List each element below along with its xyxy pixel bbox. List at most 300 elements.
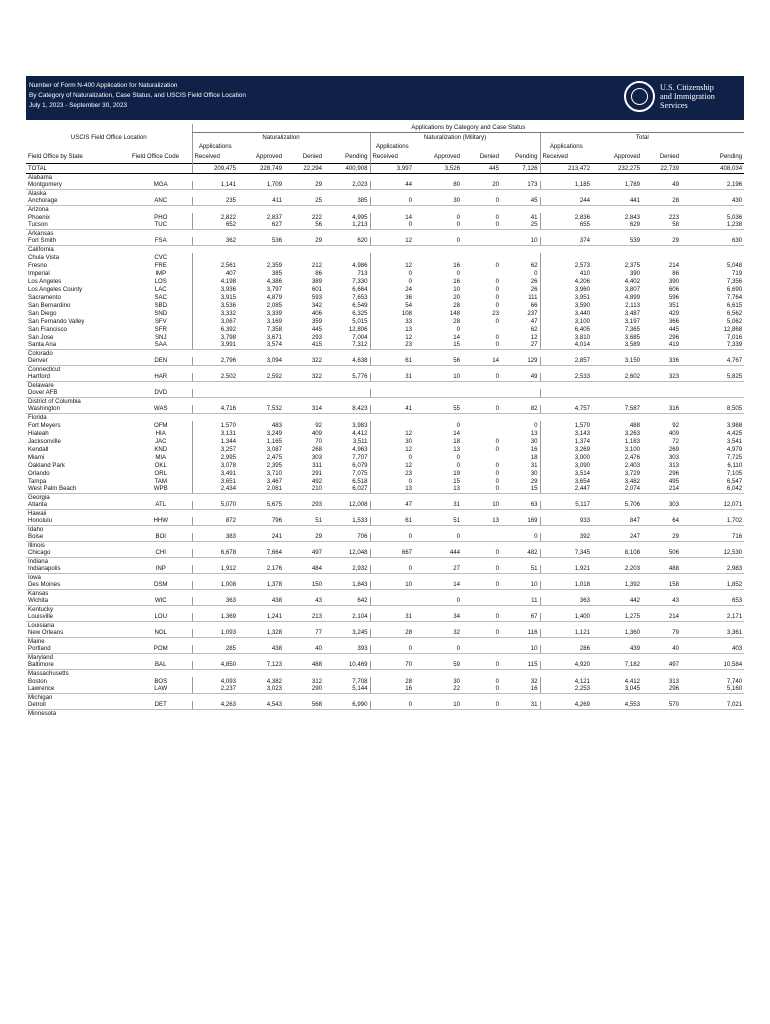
- office-name: San Fernando Valley: [28, 317, 85, 325]
- office-code: SAC: [154, 293, 168, 301]
- data-cell: 444: [414, 549, 462, 557]
- office-code: ORL: [154, 469, 168, 477]
- data-cell: 269: [668, 445, 679, 453]
- office-row: [26, 533, 744, 541]
- data-cell: 291: [311, 469, 322, 477]
- data-cell: 16: [453, 261, 460, 269]
- data-cell: 40: [284, 645, 324, 653]
- data-cell: 7,725: [726, 453, 743, 461]
- data-cell: 14: [462, 357, 501, 365]
- data-cell: [462, 421, 501, 429]
- data-cell: 0: [534, 421, 538, 429]
- n400-data-table: [26, 124, 744, 717]
- data-cell: 7,123: [238, 661, 284, 669]
- state-row: [26, 653, 744, 661]
- state-row: [26, 573, 744, 581]
- office-code: TUC: [130, 221, 192, 229]
- data-cell: 0: [414, 597, 462, 605]
- data-cell: 61: [370, 517, 414, 525]
- data-cell: 214: [642, 485, 681, 493]
- data-cell: 0: [462, 565, 501, 573]
- agency-name: [660, 83, 715, 110]
- data-cell: 2,171: [681, 613, 744, 621]
- data-cell: 3,257: [192, 445, 238, 453]
- office-row: [26, 261, 744, 269]
- agency-line: Services: [660, 101, 688, 110]
- group-header: Applications by Category and Case Status: [192, 124, 744, 132]
- data-cell: 314: [284, 405, 324, 413]
- office-code: CVC: [154, 253, 168, 261]
- data-cell: [462, 325, 501, 333]
- data-cell: 0: [495, 461, 499, 469]
- data-cell: 108: [370, 309, 414, 317]
- data-cell: 0: [370, 197, 414, 205]
- office-name: San Bernardino: [28, 301, 71, 309]
- data-cell: 410: [540, 269, 592, 277]
- column-header: Pending: [515, 153, 538, 161]
- office-name: Dover AFB: [26, 389, 130, 397]
- data-cell: 7,740: [726, 677, 743, 685]
- data-cell: 20: [462, 181, 501, 189]
- data-cell: 492: [311, 477, 322, 485]
- data-cell: 0: [462, 341, 501, 349]
- data-cell: [462, 429, 501, 437]
- total-cell: 3,997: [370, 163, 414, 173]
- data-cell: 4,995: [352, 213, 368, 221]
- data-cell: 536: [238, 237, 284, 245]
- data-cell: 63: [501, 501, 540, 509]
- data-cell: 392: [540, 533, 592, 541]
- data-cell: 0: [456, 453, 460, 461]
- state-name: Georgia: [28, 493, 50, 501]
- office-code: OFM: [153, 421, 168, 429]
- state-row: [26, 229, 744, 237]
- data-cell: 0: [456, 421, 460, 429]
- data-cell: 3,023: [238, 685, 284, 693]
- data-cell: 438: [238, 597, 284, 605]
- data-cell: 0: [370, 453, 414, 461]
- data-cell: 1,369: [192, 613, 238, 621]
- office-name: Baltimore: [26, 661, 130, 669]
- data-cell: 7,532: [238, 405, 284, 413]
- office-name: Portland: [26, 645, 130, 653]
- data-cell: 3,589: [592, 341, 642, 349]
- data-cell: 7,358: [266, 325, 282, 333]
- office-code: LOU: [130, 613, 192, 621]
- office-code: WPB: [130, 485, 192, 493]
- data-cell: 2,857: [540, 357, 592, 365]
- data-cell: 2,843: [624, 213, 640, 221]
- data-cell: [238, 253, 284, 261]
- data-cell: 713: [357, 269, 368, 277]
- data-cell: 0: [414, 237, 462, 245]
- data-cell: [681, 253, 744, 261]
- data-cell: 5,776: [324, 373, 370, 381]
- data-cell: 1,533: [324, 517, 370, 525]
- data-cell: 6,990: [324, 701, 370, 709]
- data-cell: 539: [592, 237, 642, 245]
- office-row: [26, 613, 744, 621]
- data-cell: 34: [414, 613, 462, 621]
- data-cell: 30: [530, 469, 538, 477]
- data-cell: 596: [668, 293, 679, 301]
- data-cell: 2,836: [540, 213, 592, 221]
- data-cell: 383: [192, 533, 238, 541]
- office-row: [26, 581, 744, 589]
- data-cell: 28: [370, 629, 414, 637]
- data-cell: 3,100: [540, 317, 592, 325]
- data-cell: 6,027: [324, 485, 370, 493]
- data-cell: 4,899: [624, 293, 640, 301]
- data-cell: 0: [462, 221, 501, 229]
- state-name: District of Columbia: [28, 397, 81, 405]
- data-cell: 497: [642, 661, 681, 669]
- data-cell: 2,237: [192, 685, 238, 693]
- data-cell: 4,402: [624, 277, 640, 285]
- data-cell: 6,549: [352, 301, 368, 309]
- data-cell: 43: [642, 597, 681, 605]
- data-cell: 411: [238, 197, 284, 205]
- office-name: Oakland Park: [28, 461, 65, 469]
- state-row: [26, 173, 744, 181]
- data-cell: 4,850: [192, 661, 238, 669]
- data-cell: [414, 389, 462, 397]
- data-cell: 0: [370, 269, 414, 277]
- data-cell: 441: [592, 197, 642, 205]
- office-name: Boise: [26, 533, 130, 541]
- state-name: Minnesota: [28, 709, 57, 717]
- data-cell: 593: [311, 293, 322, 301]
- office-name: Fresno: [28, 261, 47, 269]
- data-cell: 385: [271, 269, 282, 277]
- data-cell: 129: [501, 357, 540, 365]
- data-cell: 4,757: [540, 405, 592, 413]
- data-cell: 2,475: [266, 453, 282, 461]
- data-cell: 241: [238, 533, 284, 541]
- data-cell: 0: [495, 677, 499, 685]
- data-cell: 374: [540, 237, 592, 245]
- office-row: [26, 469, 744, 477]
- data-cell: 303: [668, 453, 679, 461]
- data-cell: 5,675: [238, 501, 284, 509]
- data-cell: 4,386: [266, 277, 282, 285]
- data-cell: 311: [312, 461, 322, 469]
- data-cell: 7,664: [238, 549, 284, 557]
- data-cell: 0: [495, 261, 499, 269]
- data-cell: 14: [414, 581, 462, 589]
- data-cell: 2,796: [192, 357, 238, 365]
- data-cell: 0: [370, 701, 414, 709]
- data-cell: 3,960: [540, 285, 592, 293]
- data-cell: 51: [284, 517, 324, 525]
- data-cell: 0: [462, 549, 501, 557]
- data-cell: 2,359: [266, 261, 282, 269]
- data-cell: 1,400: [540, 613, 592, 621]
- data-cell: 3,087: [266, 445, 282, 453]
- data-cell: 58: [642, 221, 681, 229]
- data-cell: 25: [501, 221, 540, 229]
- data-cell: [284, 253, 324, 261]
- data-cell: 430: [681, 197, 744, 205]
- data-cell: 3,491: [192, 469, 238, 477]
- data-cell: 56: [414, 357, 462, 365]
- office-name: Wichita: [26, 597, 130, 605]
- data-cell: 0: [370, 533, 414, 541]
- data-cell: 3,045: [592, 685, 642, 693]
- data-cell: 3,511: [352, 437, 368, 445]
- state-row: [26, 669, 744, 677]
- office-code: HAR: [130, 373, 192, 381]
- date-range-line: July 1, 2023 - September 30, 2023: [29, 102, 128, 109]
- data-cell: 16: [501, 685, 540, 693]
- data-cell: 7,764: [726, 293, 743, 301]
- office-row: [26, 565, 744, 573]
- data-cell: 61: [370, 357, 414, 365]
- data-cell: 26: [530, 277, 538, 285]
- data-cell: 0: [495, 277, 499, 285]
- data-cell: 28: [453, 317, 460, 325]
- data-cell: 719: [731, 269, 743, 277]
- data-cell: 41: [370, 405, 414, 413]
- column-header: Received: [370, 151, 414, 163]
- data-cell: 23: [492, 309, 499, 317]
- data-cell: 2,602: [592, 373, 642, 381]
- office-row: [26, 485, 744, 493]
- data-cell: 620: [324, 237, 370, 245]
- data-cell: 12,868: [723, 325, 743, 333]
- data-cell: 438: [238, 645, 284, 653]
- office-code: IMP: [155, 269, 167, 277]
- total-cell: 22,294: [284, 163, 324, 173]
- office-code: LOS: [154, 277, 167, 285]
- office-code: WAS: [130, 405, 192, 413]
- data-cell: 313: [668, 461, 679, 469]
- office-row: [26, 285, 744, 293]
- data-cell: 296: [642, 685, 681, 693]
- data-cell: 2,085: [266, 301, 282, 309]
- data-cell: 64: [642, 517, 681, 525]
- data-cell: 115: [501, 661, 540, 669]
- data-cell: 268: [311, 445, 322, 453]
- data-cell: 2,104: [324, 613, 370, 621]
- data-cell: [462, 453, 501, 461]
- data-cell: 706: [324, 533, 370, 541]
- data-cell: [370, 421, 414, 429]
- data-cell: 86: [315, 269, 322, 277]
- data-cell: 0: [456, 461, 460, 469]
- report-title: [29, 81, 246, 111]
- data-cell: 7,356: [726, 277, 743, 285]
- data-cell: 148: [449, 309, 460, 317]
- data-cell: 4,543: [238, 701, 284, 709]
- office-row: [26, 661, 744, 669]
- data-cell: 3,090: [540, 461, 592, 469]
- state-row: [26, 541, 744, 549]
- data-cell: 933: [540, 517, 592, 525]
- data-cell: 5,825: [681, 373, 744, 381]
- data-cell: 1,183: [624, 437, 640, 445]
- state-name: Delaware: [28, 381, 54, 389]
- data-cell: 247: [592, 533, 642, 541]
- data-cell: 4,412: [624, 677, 640, 685]
- data-cell: 7,653: [352, 293, 368, 301]
- data-cell: 11: [501, 597, 540, 605]
- office-code: NOL: [130, 629, 192, 637]
- total-cell: 232,275: [592, 163, 642, 173]
- state-row: [26, 693, 744, 701]
- data-cell: [462, 269, 501, 277]
- data-cell: 0: [462, 661, 501, 669]
- column-header-part: Applications: [370, 142, 414, 151]
- data-cell: 2,196: [681, 181, 744, 189]
- data-cell: 0: [370, 565, 414, 573]
- data-cell: 13: [414, 485, 462, 493]
- column-header: Pending: [345, 153, 368, 161]
- office-row: [26, 221, 744, 229]
- office-name: Los Angeles: [28, 277, 62, 285]
- data-cell: 568: [284, 701, 324, 709]
- data-cell: 31: [414, 501, 462, 509]
- office-code: LAW: [130, 685, 192, 693]
- office-name: Chula Vista: [28, 253, 60, 261]
- data-cell: 7,021: [681, 701, 744, 709]
- state-name: Maryland: [28, 653, 54, 661]
- data-cell: 23: [370, 341, 414, 349]
- data-cell: 18: [453, 437, 460, 445]
- data-cell: 303: [311, 453, 322, 461]
- data-cell: 169: [501, 517, 540, 525]
- data-cell: [370, 597, 414, 605]
- data-cell: 312: [311, 677, 322, 685]
- data-cell: 3,810: [540, 333, 592, 341]
- column-header: Denied: [479, 153, 499, 161]
- data-cell: 1,165: [266, 437, 282, 445]
- data-cell: 5,048: [726, 261, 743, 269]
- data-cell: 642: [324, 597, 370, 605]
- data-cell: 30: [530, 437, 538, 445]
- office-row: [26, 325, 744, 333]
- office-code: SBD: [154, 301, 168, 309]
- data-cell: 2,375: [624, 261, 640, 269]
- data-cell: 322: [284, 373, 324, 381]
- office-name: Lawrence: [26, 685, 130, 693]
- data-cell: 158: [642, 581, 681, 589]
- dhs-seal-icon: [624, 81, 655, 112]
- office-code: DEN: [130, 357, 192, 365]
- data-cell: 29: [530, 477, 538, 485]
- data-cell: 0: [370, 645, 414, 653]
- data-cell: 2,983: [681, 565, 744, 573]
- office-row: [26, 437, 744, 445]
- data-cell: 293: [284, 501, 324, 509]
- state-row: [26, 205, 744, 213]
- data-cell: 30: [414, 197, 462, 205]
- office-name: West Palm Beach: [26, 485, 130, 493]
- data-cell: 10,584: [681, 661, 744, 669]
- data-cell: 86: [672, 269, 679, 277]
- data-cell: [462, 253, 501, 261]
- data-cell: 3,991: [192, 341, 238, 349]
- data-cell: 3,988: [726, 421, 743, 429]
- data-cell: [414, 253, 462, 261]
- office-code: MGA: [130, 181, 192, 189]
- data-cell: 385: [324, 197, 370, 205]
- office-code: DSM: [130, 581, 192, 589]
- column-header: Received: [540, 151, 592, 163]
- data-cell: 24: [370, 285, 414, 293]
- data-cell: 6,690: [726, 285, 743, 293]
- data-cell: 10,469: [324, 661, 370, 669]
- column-header: Pending: [719, 153, 743, 161]
- data-cell: 483: [271, 421, 282, 429]
- data-cell: 336: [642, 357, 681, 365]
- data-cell: 5,070: [192, 501, 238, 509]
- office-name: Louisville: [26, 613, 130, 621]
- data-cell: 363: [192, 597, 238, 605]
- data-cell: 2,023: [324, 181, 370, 189]
- data-cell: 10: [462, 501, 501, 509]
- report-banner: [26, 76, 744, 120]
- office-name: Santa Ana: [26, 341, 130, 349]
- data-cell: 54: [370, 301, 414, 309]
- data-cell: 12,008: [324, 501, 370, 509]
- data-cell: 12: [370, 261, 414, 269]
- data-cell: 0: [495, 469, 499, 477]
- data-cell: 29: [284, 181, 324, 189]
- data-cell: 0: [495, 317, 499, 325]
- data-cell: 3,807: [624, 285, 640, 293]
- agency-line: and Immigration: [660, 92, 715, 101]
- data-cell: 872: [192, 517, 238, 525]
- data-cell: 3,590: [540, 301, 592, 309]
- total-cell: 22,739: [642, 163, 681, 173]
- state-row: [26, 397, 744, 405]
- data-cell: 82: [501, 405, 540, 413]
- data-cell: 116: [501, 629, 540, 637]
- data-cell: 3,078: [192, 461, 238, 469]
- data-cell: 3,514: [540, 469, 592, 477]
- office-name: San Diego: [28, 309, 57, 317]
- data-cell: 20: [453, 293, 460, 301]
- data-cell: 1,121: [540, 629, 592, 637]
- data-cell: 28: [453, 301, 460, 309]
- data-cell: 3,150: [592, 357, 642, 365]
- data-cell: 1,921: [540, 565, 592, 573]
- data-cell: 30: [370, 437, 414, 445]
- state-row: [26, 189, 744, 197]
- data-cell: 0: [462, 581, 501, 589]
- data-cell: 389: [311, 277, 322, 285]
- office-name: Sacramento: [28, 293, 61, 301]
- office-name: Montgomery: [26, 181, 130, 189]
- data-cell: 2,253: [540, 685, 592, 693]
- office-code: DET: [130, 701, 192, 709]
- office-row: [26, 269, 744, 277]
- data-cell: 3,100: [624, 445, 640, 453]
- category-header: Total: [540, 132, 744, 142]
- data-cell: 6,110: [727, 461, 743, 469]
- data-cell: 13: [453, 445, 460, 453]
- data-cell: [238, 389, 284, 397]
- data-cell: 12: [370, 461, 414, 469]
- location-group-header: USCIS Field Office Location: [70, 133, 147, 141]
- data-cell: 0: [501, 533, 540, 541]
- data-cell: 45: [501, 197, 540, 205]
- data-cell: 6,562: [726, 309, 743, 317]
- office-code: SNJ: [154, 333, 167, 341]
- data-cell: [501, 253, 540, 261]
- data-cell: 2,434: [192, 485, 238, 493]
